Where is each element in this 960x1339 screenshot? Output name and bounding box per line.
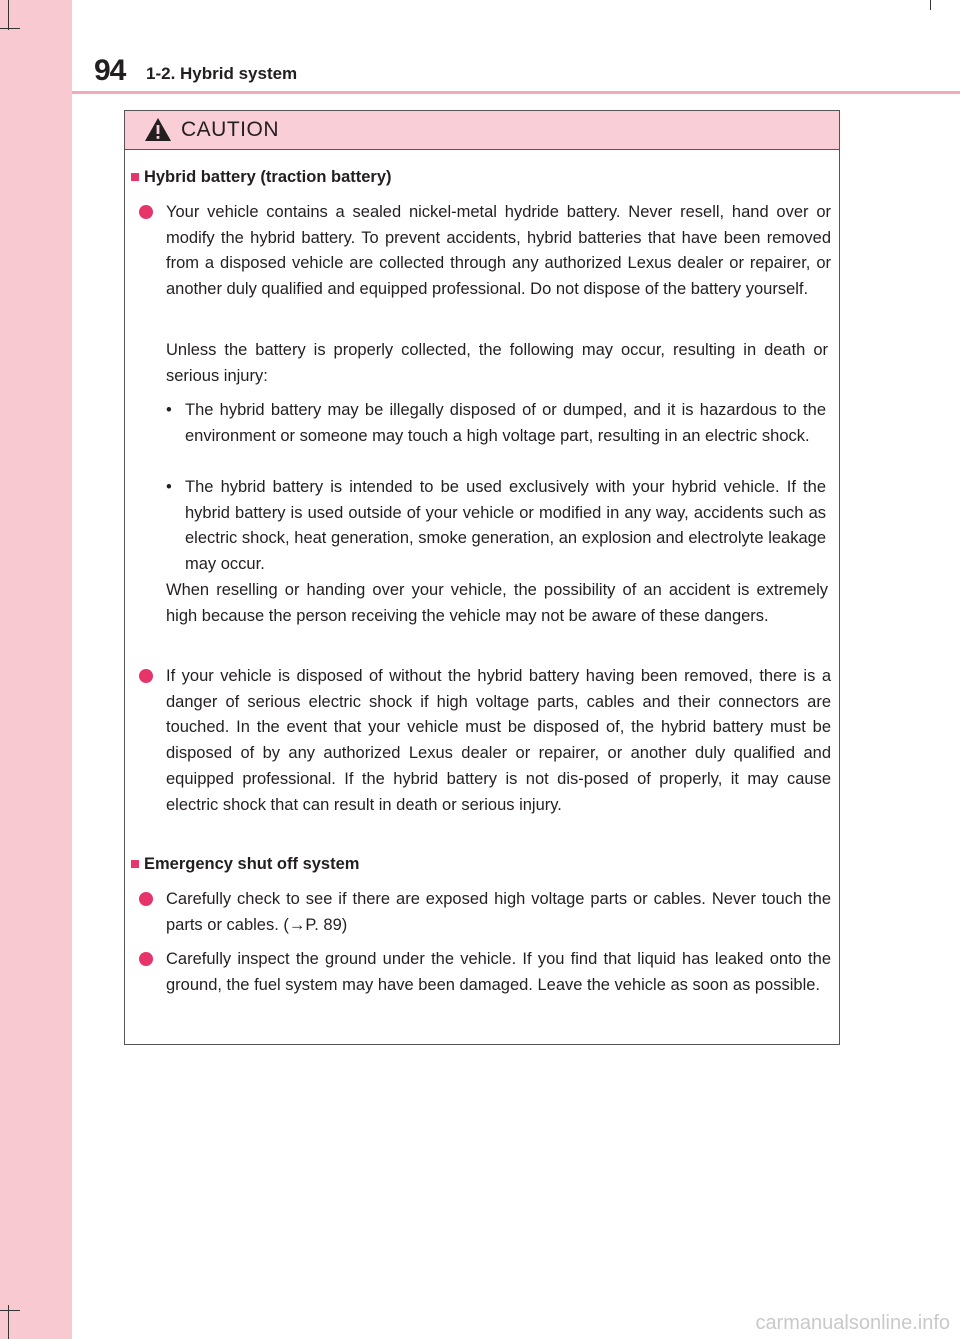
side-strip: [0, 0, 72, 1339]
caution-header: [125, 111, 839, 150]
paragraph: When reselling or handing over your vehicle, the possibility of an accident is extremely high because the person receiving the vehicle may not be aware of these dangers.: [166, 581, 828, 625]
bullet-item: [139, 200, 831, 303]
section-heading-emergency-shut-off: ■ Emergency shut off system: [130, 855, 360, 873]
sub-item-text: The hybrid battery may be illegally disposed of or dumped, and it is hazardous to the environment or someone may touch a high voltage part, resulting in an electric shock.: [185, 401, 826, 445]
bullet-item: [139, 887, 831, 938]
caution-box: [124, 110, 840, 1045]
crop-mark: [0, 28, 20, 29]
section-title: 1-2. Hybrid system: [146, 64, 298, 83]
caution-content: [125, 149, 839, 1044]
section-heading-hybrid-battery: ■ Hybrid battery (traction battery): [130, 168, 392, 186]
bullet-item: [139, 947, 831, 998]
bullet-dot: [139, 669, 153, 683]
bullet-text: If your vehicle is disposed of without the hybrid battery having been removed, there is a danger of serious electric shock if high voltage parts, cables and their connectors are touched. In the event that your vehicle must be disposed of, the hybrid battery must be disposed of by any authorized Lexus dealer or repairer, or another duly qualified and equipped professional. If the hybrid battery is not dis-posed of properly, it may cause electric shock that can result in death or serious injury.: [166, 667, 831, 814]
header-rule: [72, 91, 960, 94]
sub-item: [166, 475, 826, 578]
sub-marker: •: [166, 478, 172, 496]
bullet-item: [139, 664, 831, 818]
watermark: carmanualsonline.info: [755, 1312, 950, 1334]
bullet-text: Carefully inspect the ground under the vehicle. If you find that liquid has leaked onto the ground, the fuel system may have been damaged. Leave the vehicle as soon as possible.: [166, 950, 831, 994]
bullet-dot: [139, 952, 153, 966]
bullet-text: Carefully check to see if there are exposed high voltage parts or cables. Never touch the parts or cables. (→P. 89): [166, 890, 831, 934]
crop-mark: [0, 1310, 20, 1311]
heading-marker: ■: [130, 855, 140, 873]
bullet-dot: [139, 205, 153, 219]
sub-item: [166, 398, 826, 449]
heading-marker: ■: [130, 168, 140, 186]
crop-mark: [930, 0, 931, 10]
page-header: [94, 54, 960, 94]
sub-marker: •: [166, 401, 172, 419]
bullet-text: Your vehicle contains a sealed nickel-metal hydride battery. Never resell, hand over or modify the hybrid battery. To prevent accidents, hybrid batteries that have been removed from a disposed vehicle are collected through any authorized Lexus dealer or repairer, or another duly qualified and equipped professional. Do not dispose of the battery yourself.: [166, 203, 831, 299]
paragraph: Unless the battery is properly collected, the following may occur, resulting in death or serious injury:: [166, 341, 828, 385]
warning-triangle-icon: [144, 117, 172, 142]
crop-mark: [8, 0, 9, 30]
sub-item-text: The hybrid battery is intended to be used exclusively with your hybrid vehicle. If the hybrid battery is used outside of your vehicle or modified in any way, accidents such as electric shock, heat generation, smoke generation, an explosion and electrolyte leakage may occur.: [185, 478, 826, 574]
caution-label: CAUTION: [181, 118, 279, 141]
page-number: 94: [94, 54, 126, 87]
bullet-dot: [139, 892, 153, 906]
